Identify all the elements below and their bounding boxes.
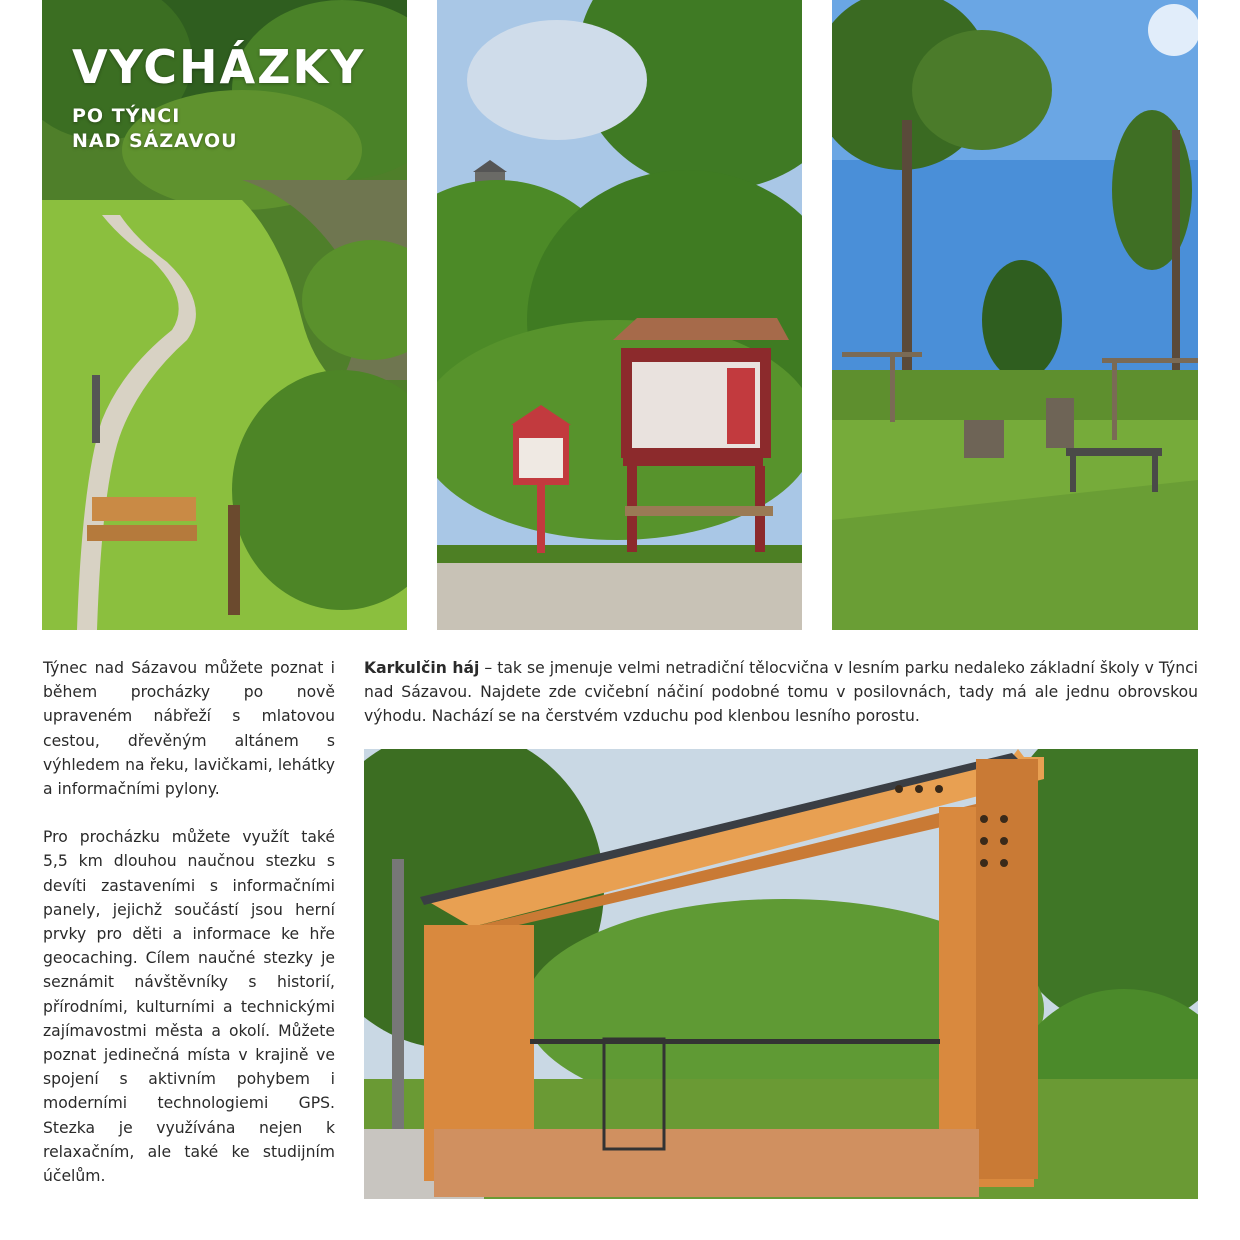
photo-riverside-path xyxy=(42,0,407,630)
karkulcin-text: tak se jmenuje velmi netradiční tělocvična v lesním parku nedaleko základní školy v Týnci nad Sázavou. Najdete zde cvičební náčiní podobné tomu v posilovnách, tady má ale jednu obrovskou výhodu. Nachází se na čerstvém vzduchu pod klenbou lesního porostu. xyxy=(364,659,1198,726)
intro-paragraph: Týnec nad Sázavou můžete poznat i během procházky po nově upraveném nábřeží s mlatovou cestou, dřevěným altánem s výhledem na řeku, lavičkami, lehátky a informačními pylony. xyxy=(43,659,335,799)
subheadline-line-1: PO TÝNCI xyxy=(72,105,181,127)
karkulcin-dash: – xyxy=(479,659,498,677)
outdoor-gym-image xyxy=(832,0,1198,630)
subheadline-line-2: NAD SÁZAVOU xyxy=(72,130,238,152)
subheadline xyxy=(72,104,238,154)
photo-outdoor-gym xyxy=(832,0,1198,630)
karkulcin-paragraph xyxy=(364,656,1198,729)
headline: VYCHÁZKY xyxy=(72,40,366,94)
riverside-path-image xyxy=(42,0,407,630)
photo-information-board xyxy=(437,0,802,630)
trail-paragraph: Pro procházku můžete využít také 5,5 km dlouhou naučnou stezku s devíti zastaveními s informačními panely, jejichž součástí jsou herní prvky pro děti a informace ke hře geocaching. Cílem naučné stezky je seznámit návštěvníky s historií, přírodními, kulturními a technickými zajímavostmi města a okolí. Můžete poznat jedinečná místa v krajině ve spojení s aktivním pohybem i moderními technologiemi GPS. Stezka je využívána nejen k relaxačním, ale také ke studijním účelům. xyxy=(43,828,335,1186)
karkulcin-title: Karkulčin háj xyxy=(364,659,480,677)
information-board-image xyxy=(437,0,802,630)
intro-column xyxy=(43,656,335,1188)
photo-wooden-pavilion xyxy=(364,749,1198,1199)
wooden-pavilion-image xyxy=(364,749,1198,1199)
